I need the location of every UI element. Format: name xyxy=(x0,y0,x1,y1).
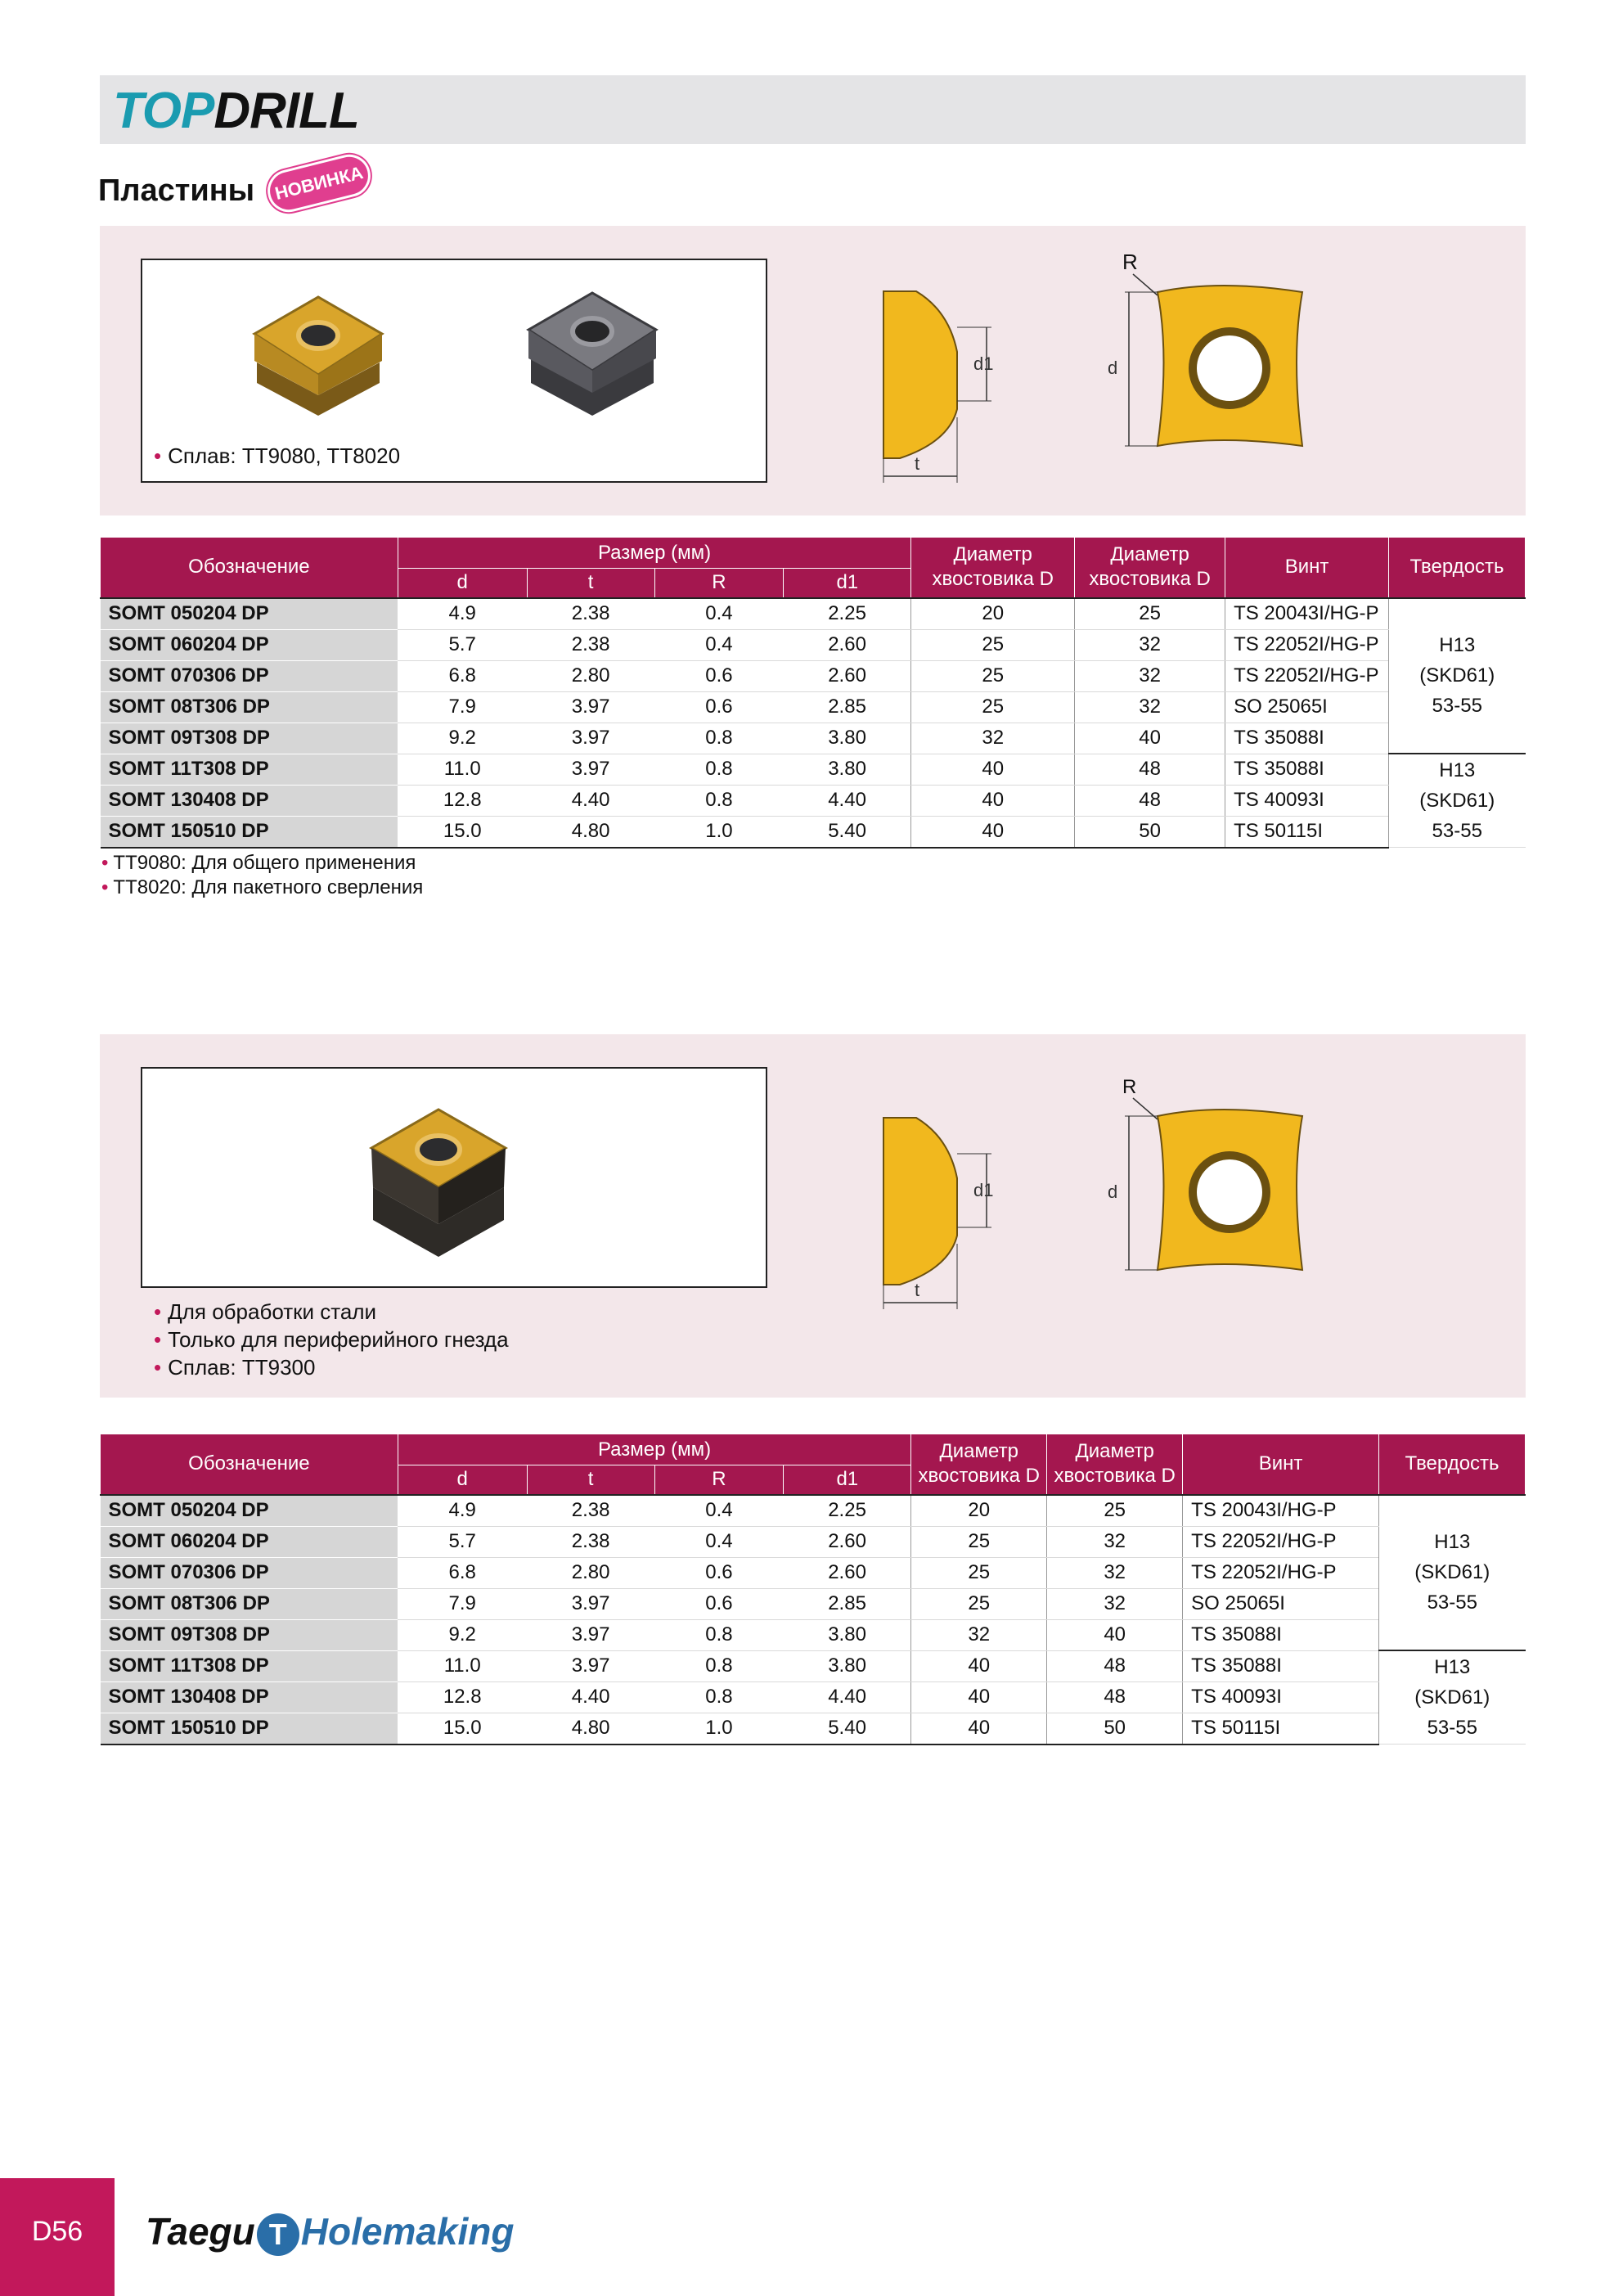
table-row xyxy=(101,1619,1526,1650)
shank-d0-cell: 25 xyxy=(911,629,1075,660)
d-cell: 5.7 xyxy=(398,1526,527,1557)
col-hardness: Твердость xyxy=(1389,538,1526,598)
R-cell: 0.6 xyxy=(654,1557,784,1588)
hardness-line: (SKD61) xyxy=(1414,1686,1490,1708)
designation-cell: SOMT 08T306 DP xyxy=(101,691,398,723)
table-row xyxy=(101,1495,1526,1527)
col-shank-d0: Диаметр хвостовика D xyxy=(911,1434,1047,1495)
col-d: d xyxy=(398,1465,527,1495)
d-cell: 4.9 xyxy=(398,598,527,630)
shank-d-cell: 32 xyxy=(1075,629,1225,660)
R-cell: 0.8 xyxy=(654,785,784,816)
table-row xyxy=(101,598,1526,630)
t-cell: 2.38 xyxy=(527,1495,654,1527)
hardness-line: (SKD61) xyxy=(1419,664,1495,687)
note-item: • TT8020: Для пакетного сверления xyxy=(101,876,424,898)
d1-cell: 2.25 xyxy=(784,598,911,630)
d-cell: 15.0 xyxy=(398,1713,527,1745)
screw-cell: SO 25065I xyxy=(1183,1588,1379,1619)
hardness-line: 53-55 xyxy=(1432,820,1482,842)
d-cell: 15.0 xyxy=(398,816,527,848)
t-cell: 3.97 xyxy=(527,1619,654,1650)
shank-d-cell: 32 xyxy=(1047,1557,1183,1588)
designation-cell: SOMT 050204 DP xyxy=(101,1495,398,1527)
R-cell: 0.4 xyxy=(654,1526,784,1557)
d1-cell: 3.80 xyxy=(784,1619,911,1650)
d-cell: 11.0 xyxy=(398,1650,527,1681)
screw-cell: TS 20043I/HG-P xyxy=(1225,598,1389,630)
R-cell: 0.6 xyxy=(654,691,784,723)
designation-cell: SOMT 130408 DP xyxy=(101,785,398,816)
top-view-diagram-2 xyxy=(1088,1074,1333,1286)
svg-text:t: t xyxy=(915,453,920,474)
spec-table-1 xyxy=(100,537,1526,849)
d1-cell: 2.60 xyxy=(784,660,911,691)
t-cell: 2.38 xyxy=(527,1526,654,1557)
designation-cell: SOMT 050204 DP xyxy=(101,598,398,630)
col-size-group: Размер (мм) xyxy=(398,1434,910,1465)
hardness-group-cell xyxy=(1379,1650,1526,1745)
taegu-holemaking-logo: Taegu T Holemaking xyxy=(146,2209,515,2256)
t-cell: 2.80 xyxy=(527,1557,654,1588)
d-cell: 7.9 xyxy=(398,1588,527,1619)
topdrill-logo: TOPDRILL xyxy=(113,83,359,139)
hardness-line: H13 xyxy=(1439,634,1476,657)
hardness-line: H13 xyxy=(1434,1531,1471,1554)
designation-cell: SOMT 070306 DP xyxy=(101,660,398,691)
d1-cell: 5.40 xyxy=(784,816,911,848)
R-cell: 0.8 xyxy=(654,723,784,754)
col-screw: Винт xyxy=(1183,1434,1379,1495)
designation-cell: SOMT 08T306 DP xyxy=(101,1588,398,1619)
designation-cell: SOMT 11T308 DP xyxy=(101,1650,398,1681)
d-cell: 11.0 xyxy=(398,754,527,785)
side-view-diagram-2 xyxy=(851,1105,1014,1317)
d1-cell: 2.60 xyxy=(784,629,911,660)
panel2-bullets xyxy=(154,1298,509,1381)
shank-d-cell: 32 xyxy=(1047,1588,1183,1619)
screw-cell: TS 50115I xyxy=(1183,1713,1379,1745)
t-cell: 3.97 xyxy=(527,1588,654,1619)
t-cell: 3.97 xyxy=(527,1650,654,1681)
insert-photo-2 xyxy=(142,1069,766,1286)
taegu-t-icon: T xyxy=(257,2213,299,2256)
hardness-group-cell xyxy=(1389,598,1526,754)
spec-table-2 xyxy=(100,1434,1526,1745)
R-cell: 0.8 xyxy=(654,1619,784,1650)
col-shank-d0: Диаметр хвостовика D xyxy=(911,538,1075,598)
shank-d-cell: 25 xyxy=(1075,598,1225,630)
d1-cell: 5.40 xyxy=(784,1713,911,1745)
svg-text:d1: d1 xyxy=(973,1180,994,1200)
shank-d-cell: 32 xyxy=(1075,691,1225,723)
shank-d0-cell: 25 xyxy=(911,1588,1047,1619)
d-cell: 12.8 xyxy=(398,1681,527,1713)
shank-d-cell: 40 xyxy=(1047,1619,1183,1650)
table-row xyxy=(101,660,1526,691)
t-cell: 2.38 xyxy=(527,629,654,660)
t-cell: 4.40 xyxy=(527,785,654,816)
section-title: Пластины xyxy=(98,173,255,208)
shank-d0-cell: 25 xyxy=(911,1557,1047,1588)
hardness-group-cell xyxy=(1389,754,1526,848)
svg-text:R: R xyxy=(1122,1076,1137,1098)
t-cell: 2.38 xyxy=(527,598,654,630)
R-cell: 0.8 xyxy=(654,754,784,785)
d1-cell: 4.40 xyxy=(784,1681,911,1713)
hardness-line: (SKD61) xyxy=(1414,1561,1490,1584)
shank-d-cell: 32 xyxy=(1075,660,1225,691)
col-designation: Обозначение xyxy=(101,1434,398,1495)
table1-body xyxy=(101,598,1526,848)
hardness-line: 53-55 xyxy=(1427,1717,1477,1739)
photo-box-2 xyxy=(141,1067,767,1288)
col-designation: Обозначение xyxy=(101,538,398,598)
d-cell: 9.2 xyxy=(398,1619,527,1650)
col-d1: d1 xyxy=(784,569,911,598)
shank-d-cell: 48 xyxy=(1075,754,1225,785)
shank-d-cell: 40 xyxy=(1075,723,1225,754)
hardness-line: H13 xyxy=(1439,759,1476,781)
bullet-item: • Сплав: TT9300 xyxy=(154,1355,316,1380)
page-number: D56 xyxy=(0,2178,115,2296)
d1-cell: 2.60 xyxy=(784,1526,911,1557)
d-cell: 9.2 xyxy=(398,723,527,754)
col-screw: Винт xyxy=(1225,538,1389,598)
col-t: t xyxy=(527,569,654,598)
shank-d-cell: 32 xyxy=(1047,1526,1183,1557)
table-row xyxy=(101,754,1526,785)
t-cell: 4.40 xyxy=(527,1681,654,1713)
table-row xyxy=(101,1681,1526,1713)
t-cell: 2.80 xyxy=(527,660,654,691)
screw-cell: TS 35088I xyxy=(1183,1619,1379,1650)
d1-cell: 2.85 xyxy=(784,691,911,723)
screw-cell: TS 20043I/HG-P xyxy=(1183,1495,1379,1527)
shank-d0-cell: 20 xyxy=(911,1495,1047,1527)
table-row xyxy=(101,1713,1526,1745)
designation-cell: SOMT 09T308 DP xyxy=(101,1619,398,1650)
d1-cell: 2.60 xyxy=(784,1557,911,1588)
d-cell: 12.8 xyxy=(398,785,527,816)
R-cell: 0.4 xyxy=(654,598,784,630)
table-row xyxy=(101,723,1526,754)
col-shank-d: Диаметр хвостовика D xyxy=(1047,1434,1183,1495)
d1-cell: 4.40 xyxy=(784,785,911,816)
screw-cell: TS 22052I/HG-P xyxy=(1225,629,1389,660)
bullet-item: • Сплав: TT9080, TT8020 xyxy=(154,443,401,468)
shank-d0-cell: 40 xyxy=(911,1713,1047,1745)
shank-d-cell: 25 xyxy=(1047,1495,1183,1527)
t-cell: 3.97 xyxy=(527,754,654,785)
col-d: d xyxy=(398,569,527,598)
screw-cell: TS 35088I xyxy=(1225,754,1389,785)
designation-cell: SOMT 11T308 DP xyxy=(101,754,398,785)
shank-d0-cell: 40 xyxy=(911,1650,1047,1681)
screw-cell: TS 35088I xyxy=(1183,1650,1379,1681)
designation-cell: SOMT 070306 DP xyxy=(101,1557,398,1588)
top-view-diagram-1 xyxy=(1088,250,1333,462)
designation-cell: SOMT 150510 DP xyxy=(101,816,398,848)
designation-cell: SOMT 060204 DP xyxy=(101,629,398,660)
screw-cell: TS 22052I/HG-P xyxy=(1183,1557,1379,1588)
shank-d0-cell: 32 xyxy=(911,723,1075,754)
screw-cell: TS 50115I xyxy=(1225,816,1389,848)
t-cell: 4.80 xyxy=(527,816,654,848)
R-cell: 0.4 xyxy=(654,1495,784,1527)
shank-d0-cell: 25 xyxy=(911,691,1075,723)
table-row xyxy=(101,785,1526,816)
hardness-line: H13 xyxy=(1434,1656,1471,1678)
designation-cell: SOMT 150510 DP xyxy=(101,1713,398,1745)
d1-cell: 2.85 xyxy=(784,1588,911,1619)
screw-cell: TS 40093I xyxy=(1225,785,1389,816)
d1-cell: 3.80 xyxy=(784,1650,911,1681)
d1-cell: 3.80 xyxy=(784,723,911,754)
svg-text:d: d xyxy=(1108,1182,1118,1202)
hardness-line: 53-55 xyxy=(1427,1591,1477,1614)
panel1-bullets xyxy=(154,442,400,470)
screw-cell: TS 22052I/HG-P xyxy=(1183,1526,1379,1557)
svg-text:R: R xyxy=(1122,250,1138,274)
R-cell: 0.6 xyxy=(654,660,784,691)
col-hardness: Твердость xyxy=(1379,1434,1526,1495)
t-cell: 3.97 xyxy=(527,691,654,723)
screw-cell: TS 35088I xyxy=(1225,723,1389,754)
svg-text:d: d xyxy=(1108,358,1118,378)
R-cell: 1.0 xyxy=(654,816,784,848)
d1-cell: 2.25 xyxy=(784,1495,911,1527)
table-row xyxy=(101,1650,1526,1681)
hardness-line: (SKD61) xyxy=(1419,790,1495,812)
d-cell: 5.7 xyxy=(398,629,527,660)
d-cell: 4.9 xyxy=(398,1495,527,1527)
col-R: R xyxy=(654,1465,784,1495)
t-cell: 4.80 xyxy=(527,1713,654,1745)
R-cell: 1.0 xyxy=(654,1713,784,1745)
table-row xyxy=(101,629,1526,660)
shank-d0-cell: 40 xyxy=(911,816,1075,848)
table-row xyxy=(101,816,1526,848)
d-cell: 7.9 xyxy=(398,691,527,723)
shank-d0-cell: 40 xyxy=(911,1681,1047,1713)
shank-d0-cell: 25 xyxy=(911,660,1075,691)
svg-text:t: t xyxy=(915,1280,920,1300)
screw-cell: SO 25065I xyxy=(1225,691,1389,723)
designation-cell: SOMT 09T308 DP xyxy=(101,723,398,754)
bullet-item: • Для обработки стали xyxy=(154,1299,377,1324)
t-cell: 3.97 xyxy=(527,723,654,754)
col-R: R xyxy=(654,569,784,598)
col-d1: d1 xyxy=(784,1465,911,1495)
d-cell: 6.8 xyxy=(398,660,527,691)
shank-d0-cell: 40 xyxy=(911,785,1075,816)
hardness-line: 53-55 xyxy=(1432,695,1482,718)
table1-notes xyxy=(101,851,423,900)
designation-cell: SOMT 130408 DP xyxy=(101,1681,398,1713)
note-item: • TT9080: Для общего применения xyxy=(101,852,416,874)
col-t: t xyxy=(527,1465,654,1495)
table-row xyxy=(101,1526,1526,1557)
table-row xyxy=(101,691,1526,723)
new-badge: НОВИНКА xyxy=(263,150,375,216)
d-cell: 6.8 xyxy=(398,1557,527,1588)
designation-cell: SOMT 060204 DP xyxy=(101,1526,398,1557)
shank-d-cell: 50 xyxy=(1075,816,1225,848)
d1-cell: 3.80 xyxy=(784,754,911,785)
shank-d-cell: 48 xyxy=(1047,1650,1183,1681)
bullet-item: • Только для периферийного гнезда xyxy=(154,1327,509,1352)
col-shank-d: Диаметр хвостовика D xyxy=(1075,538,1225,598)
table-row xyxy=(101,1588,1526,1619)
screw-cell: TS 40093I xyxy=(1183,1681,1379,1713)
shank-d0-cell: 32 xyxy=(911,1619,1047,1650)
R-cell: 0.6 xyxy=(654,1588,784,1619)
col-size-group: Размер (мм) xyxy=(398,538,910,569)
hardness-group-cell xyxy=(1379,1495,1526,1651)
shank-d-cell: 50 xyxy=(1047,1713,1183,1745)
shank-d-cell: 48 xyxy=(1047,1681,1183,1713)
side-view-diagram-1 xyxy=(851,278,1014,491)
svg-text:d1: d1 xyxy=(973,353,994,374)
R-cell: 0.4 xyxy=(654,629,784,660)
R-cell: 0.8 xyxy=(654,1650,784,1681)
screw-cell: TS 22052I/HG-P xyxy=(1225,660,1389,691)
table-row xyxy=(101,1557,1526,1588)
shank-d0-cell: 25 xyxy=(911,1526,1047,1557)
shank-d0-cell: 20 xyxy=(911,598,1075,630)
table2-body xyxy=(101,1495,1526,1745)
shank-d0-cell: 40 xyxy=(911,754,1075,785)
R-cell: 0.8 xyxy=(654,1681,784,1713)
shank-d-cell: 48 xyxy=(1075,785,1225,816)
